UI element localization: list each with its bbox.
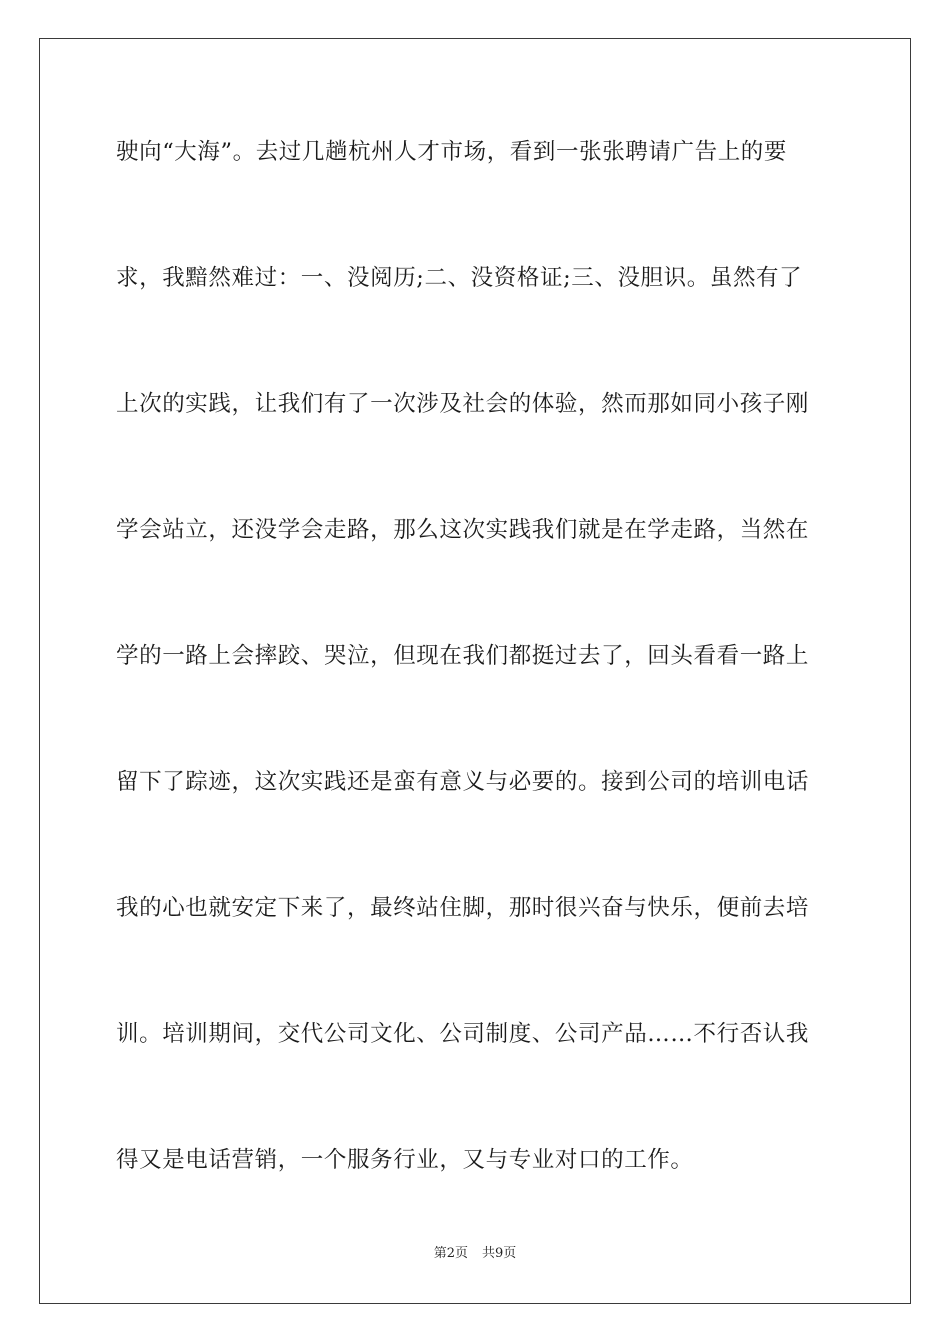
page-number: 第2页 <box>433 1246 468 1261</box>
page-footer <box>0 1245 950 1263</box>
text-line: 上次的实践，让我们有了一次涉及社会的体验，然而那如同小孩子刚 <box>116 391 810 417</box>
text-line: 求，我黯然难过：一、没阅历;二、没资格证;三、没胆识。虽然有了 <box>116 265 803 291</box>
text-line: 我的心也就安定下来了，最终站住脚，那时很兴奋与快乐，便前去培 <box>116 895 810 921</box>
text-line: 驶向“大海”。去过几趟杭州人才市场，看到一张张聘请广告上的要 <box>116 139 788 165</box>
body-text <box>116 126 836 1260</box>
text-line: 留下了踪迹，这次实践还是蛮有意义与必要的。接到公司的培训电话 <box>116 769 810 795</box>
text-line: 训。培训期间，交代公司文化、公司制度、公司产品……不行否认我 <box>116 1021 810 1047</box>
text-line: 学的一路上会摔跤、哭泣，但现在我们都挺过去了，回头看看一路上 <box>116 643 810 669</box>
text-line: 学会站立，还没学会走路，那么这次实践我们就是在学走路，当然在 <box>116 517 810 543</box>
total-pages: 共9页 <box>482 1246 517 1261</box>
text-line: 得又是电话营销，一个服务行业，又与专业对口的工作。 <box>116 1147 694 1173</box>
